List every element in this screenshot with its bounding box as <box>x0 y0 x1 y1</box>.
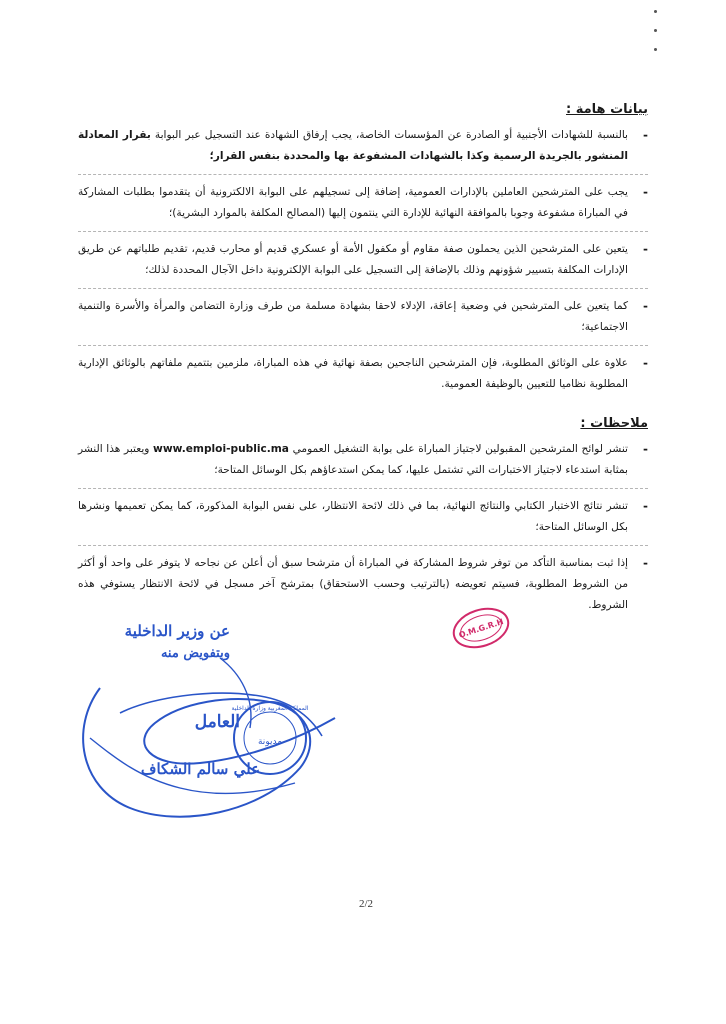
omgrh-stamp <box>446 598 516 658</box>
list-item: - تنشر لوائح المترشحين المقبولين لاجتياز المباراة على بوابة التشغيل العمومي www.emploi-public.ma ويعتبر هذا النشر بمثابة استدعاء لاجتياز الاختبارات التي تشتمل عليها، كما يمكن استدعاؤهم بكل الوسائل المتاحة؛ <box>78 439 648 489</box>
list-item: - تنشر نتائج الاختبار الكتابي والنتائج النهائية، بما في ذلك لائحة الانتظار، على نفس البوابة المذكورة، كما يمكن تعميمها ونشرها بكل الوسائل المتاحة؛ <box>78 496 648 546</box>
signature-line-1: عن وزير الداخلية <box>124 622 230 640</box>
dash-bullet: - <box>643 128 648 142</box>
dash-bullet: - <box>643 242 648 256</box>
stamp-label: O.M.G.R.H <box>457 617 505 640</box>
dash-bullet: - <box>643 185 648 199</box>
list-item: - يجب على المترشحين العاملين بالإدارات العمومية، إضافة إلى تسجيلهم على البوابة الالكترونية أن يتقدموا بطلبات المشاركة في المباراة مشفوعة وجوبا بالموافقة النهائية للإدارة التي ينتمون إليها (المصالح المكلفة بالموارد البشرية)؛ <box>78 182 648 232</box>
emploi-public-link[interactable]: www.emploi-public.ma <box>153 443 289 455</box>
signature-line-3: العامل <box>194 712 240 732</box>
document-body <box>78 102 648 630</box>
important-info-heading: بيانات هامة : <box>566 102 648 117</box>
list-item: - بالنسبة للشهادات الأجنبية أو الصادرة عن المؤسسات الخاصة، يجب إرفاق الشهادة عند التسجيل عبر البوابة بقرار المعادلة المنشور بالجريدة الرسمية وكذا بالشهادات المشفوعة بها والمحددة بنفس القرار؛ <box>78 125 648 175</box>
dash-bullet: - <box>643 442 648 456</box>
list-item: - إذا ثبت بمناسبة التأكد من توفر شروط المشاركة في المباراة أن مترشحا سبق أن أعلن عن نجاحه لا يتوفر على واحد أو أكثر من الشروط المطلوبة، فسيتم تعويضه (بالترتيب وحسب الاستحقاق) بمترشح آخر مسجل في لائحة الانتظار يستوفي هذه الشروط. <box>78 553 648 623</box>
seal-ring-text: المملكة المغربية وزارة الداخلية <box>231 705 309 712</box>
signature-block <box>60 618 360 838</box>
signature-line-4: علي سالم الشكاف <box>140 760 260 778</box>
dash-bullet: - <box>643 556 648 570</box>
notes-heading: ملاحظات : <box>580 416 648 431</box>
page-number: 2/2 <box>358 898 374 910</box>
list-item: - علاوة على الوثائق المطلوبة، فإن المترشحين الناجحين بصفة نهائية في هذه المباراة، ملزمين بتتميم ملفاتهم بالوثائق الإدارية المطلوبة نظاميا للتعيين بالوظيفة العمومية. <box>78 353 648 402</box>
notes-list <box>78 439 648 623</box>
important-info-list <box>78 125 648 402</box>
signature-line-2: وبتفويض منه <box>160 646 230 661</box>
list-item: - يتعين على المترشحين الذين يحملون صفة مقاوم أو مكفول الأمة أو عسكري قديم أو محارب قديم، تقديم طلباتهم عن طريق الإدارات المكلفة بتسيير شؤونهم وذلك بالإضافة إلى التسجيل على البوابة الإلكترونية داخل الآجال المحددة لذلك؛ <box>78 239 648 289</box>
scan-dots <box>654 10 660 51</box>
dash-bullet: - <box>643 499 648 513</box>
dash-bullet: - <box>643 299 648 313</box>
seal-word: مديونة <box>257 737 283 747</box>
dash-bullet: - <box>643 356 648 370</box>
list-item: - كما يتعين على المترشحين في وضعية إعاقة، الإدلاء لاحقا بشهادة مسلمة من طرف وزارة التضامن والمرأة والأسرة والتنمية الاجتماعية؛ <box>78 296 648 346</box>
